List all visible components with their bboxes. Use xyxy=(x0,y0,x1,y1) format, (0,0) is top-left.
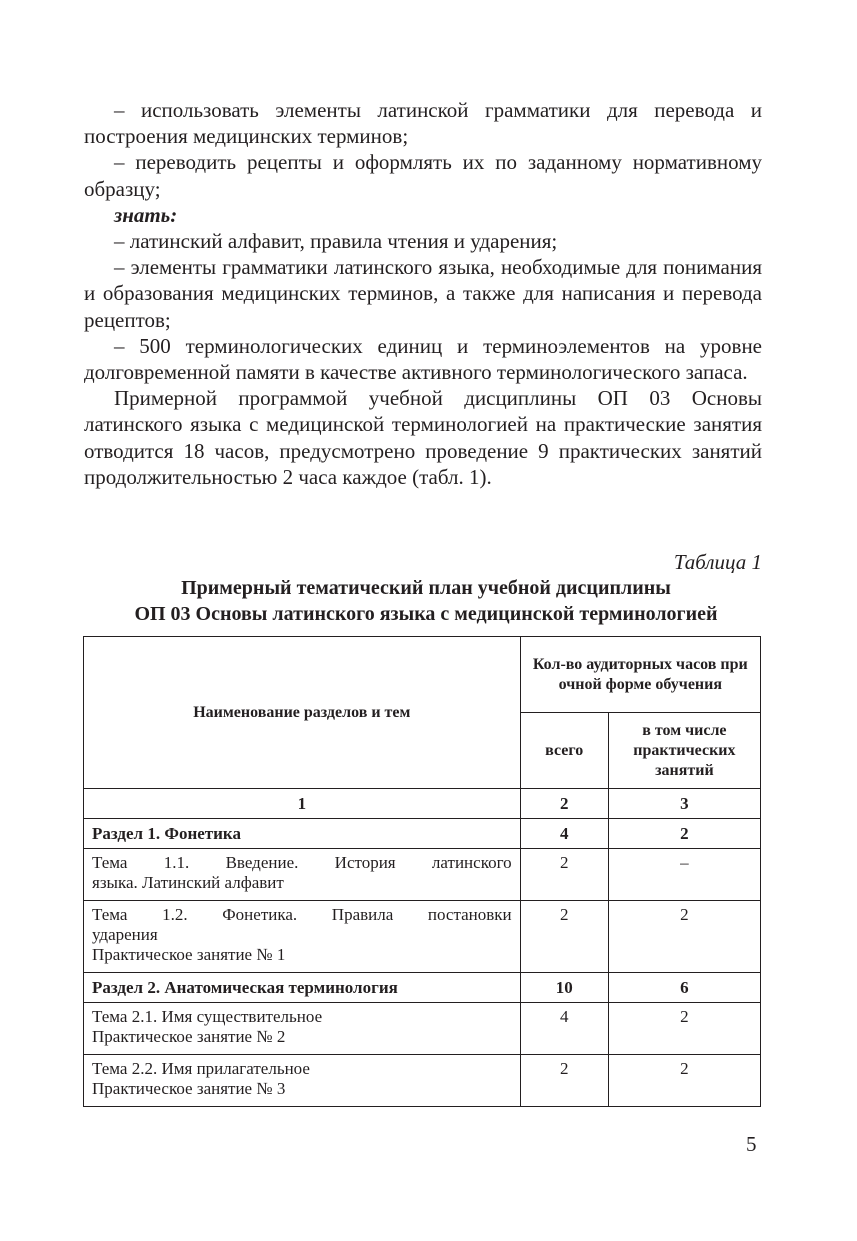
header-name: Наименование разделов и тем xyxy=(84,637,521,789)
table-row xyxy=(84,849,761,901)
practice-hours: – xyxy=(608,849,760,901)
topic-line: Тема 2.1. Имя существительное xyxy=(92,1007,323,1026)
practice-hours: 2 xyxy=(608,1055,760,1107)
thematic-plan-table xyxy=(83,636,761,1107)
total-hours: 2 xyxy=(520,849,608,901)
topic-line: Тема 1.1. Введение. История латинского xyxy=(92,853,512,872)
section-name: Раздел 1. Фонетика xyxy=(84,819,521,849)
topic-line: языка. Латинский алфавит xyxy=(92,873,284,892)
column-number-row xyxy=(84,789,761,819)
topic-line: Практическое занятие № 1 xyxy=(92,945,286,964)
paragraph-bullet-alphabet: – латинский алфавит, правила чтения и ударения; xyxy=(114,229,558,254)
table-row xyxy=(84,973,761,1003)
topic-line: Практическое занятие № 2 xyxy=(92,1027,286,1046)
table-row xyxy=(84,901,761,973)
table-title-line2: ОП 03 Основы латинского языка с медицинской терминологией xyxy=(134,603,718,625)
know-heading: знать: xyxy=(114,202,178,227)
practice-hours: 2 xyxy=(608,901,760,973)
topic-line: Тема 2.2. Имя прилагательное xyxy=(92,1059,310,1078)
page-number: 5 xyxy=(746,1132,757,1156)
total-hours: 4 xyxy=(520,1003,608,1055)
paragraph-bullet-500-units: – 500 терминологических единиц и терминоэлементов на уровне долговременной памяти в качестве активного терминологического запаса. xyxy=(84,333,762,385)
header-hours: Кол-во аудиторных часов при очной форме обучения xyxy=(520,637,760,713)
total-hours: 2 xyxy=(520,901,608,973)
topic-line: ударения xyxy=(92,925,158,944)
table-header-row xyxy=(84,637,761,713)
header-practice: в том числе практических занятий xyxy=(608,713,760,789)
table-title xyxy=(70,575,782,627)
paragraph-program: Примерной программой учебной дисциплины ОП 03 Основы латинского языка с медицинской терминологией на практические занятия отводится 18 часов, предусмотрено проведение 9 практических занятий продолжительностью 2 часа каждое (табл. 1). xyxy=(84,386,762,489)
paragraph-bullet-elements: – элементы грамматики латинского языка, необходимые для понимания и образования медицинских терминов, а также для написания и перевода рецептов; xyxy=(84,255,762,332)
paragraph-bullet-recipes: – переводить рецепты и оформлять их по заданному нормативному образцу; xyxy=(84,150,762,201)
practice-hours: 2 xyxy=(608,819,760,849)
topic-name xyxy=(84,849,521,901)
practice-hours: 2 xyxy=(608,1003,760,1055)
table-title-line1: Примерный тематический план учебной дисциплины xyxy=(181,577,671,599)
topic-name xyxy=(84,1055,521,1107)
table-row xyxy=(84,1055,761,1107)
body-text xyxy=(84,97,762,490)
topic-name xyxy=(84,1003,521,1055)
paragraph-bullet-grammar: – использовать элементы латинской грамматики для перевода и построения медицинских терминов; xyxy=(84,98,762,149)
topic-line: Практическое занятие № 3 xyxy=(92,1079,286,1098)
header-total: всего xyxy=(520,713,608,789)
total-hours: 2 xyxy=(520,1055,608,1107)
column-number: 1 xyxy=(84,789,521,819)
section-name: Раздел 2. Анатомическая терминология xyxy=(84,973,521,1003)
table-row xyxy=(84,819,761,849)
table-row xyxy=(84,1003,761,1055)
practice-hours: 6 xyxy=(608,973,760,1003)
table-caption: Таблица 1 xyxy=(673,550,762,574)
topic-line: Тема 1.2. Фонетика. Правила постановки xyxy=(92,905,512,924)
column-number: 2 xyxy=(520,789,608,819)
total-hours: 10 xyxy=(520,973,608,1003)
topic-name xyxy=(84,901,521,973)
column-number: 3 xyxy=(608,789,760,819)
total-hours: 4 xyxy=(520,819,608,849)
